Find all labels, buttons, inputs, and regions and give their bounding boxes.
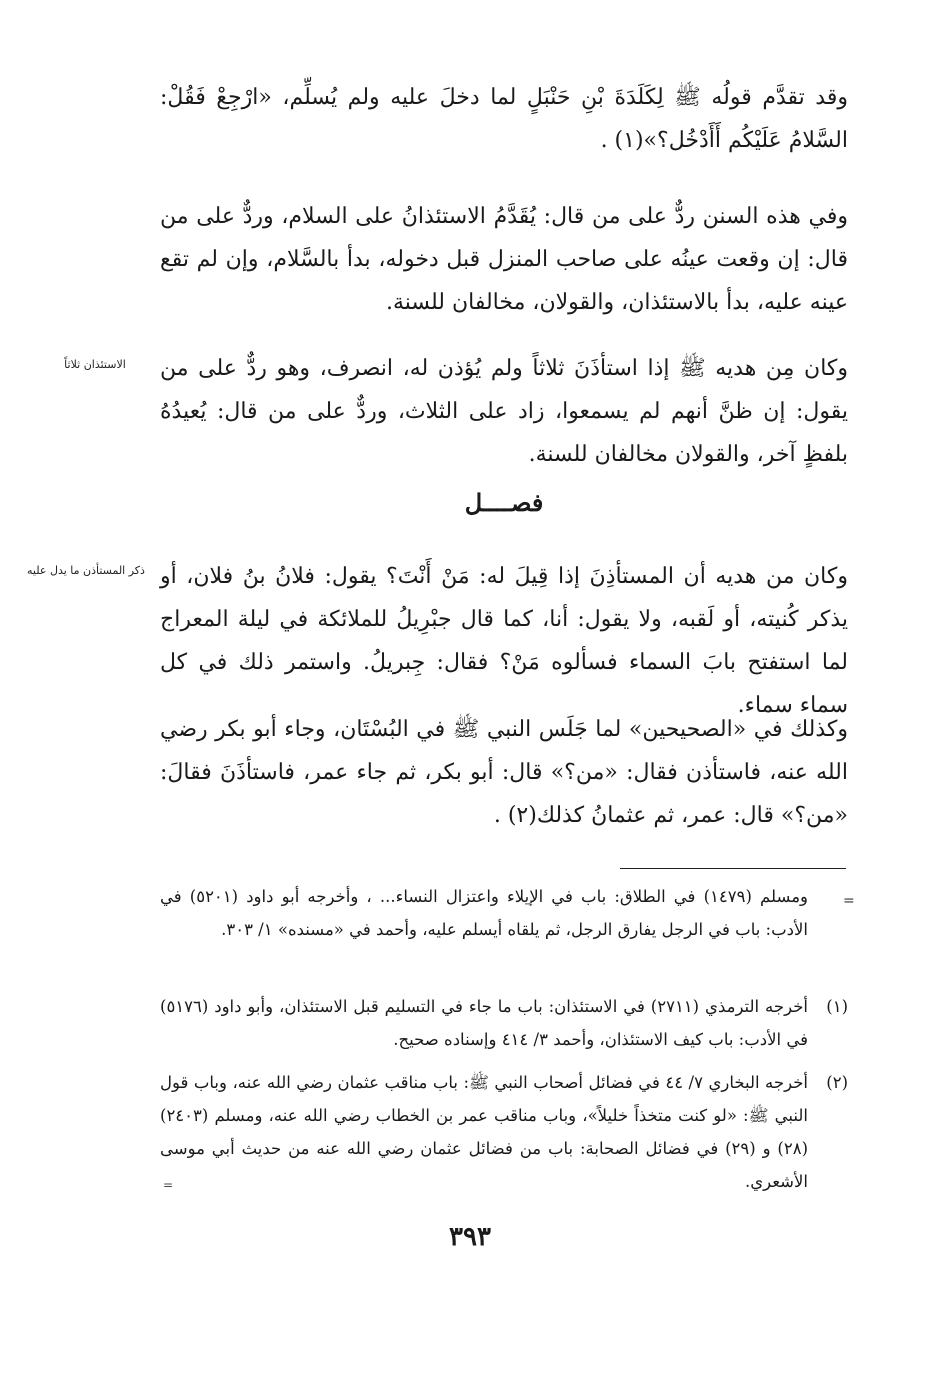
paragraph-3: وكان مِن هديه ﷺ إذا استأذَنَ ثلاثاً ولم يُؤذن له، انصرف، وهو ردٌّ على من يقول: إن ظنَّ أنهم لم يسمعوا، زاد على الثلاث، وردٌّ على من قال: يُعيدُهُ بلفظٍ آخر، والقولان مخالفان للسنة.	[160, 356, 848, 467]
footnote-2	[160, 1066, 848, 1198]
margin-note-istidhan: الاستئذان ثلاثاً	[64, 358, 126, 371]
footnote-number: (٢)	[826, 1073, 848, 1092]
footnote-text: أخرجه الترمذي (٢٧١١) في الاستئذان: باب ما جاء في التسليم قبل الاستئذان، وأبو داود (٥١٧٦) في الأدب: باب كيف الاستئذان، وأحمد ٣/ ٤١٤ وإسناده صحيح.	[160, 997, 808, 1049]
footnote-number-blank	[808, 880, 848, 946]
page-number: ٣٩٣	[449, 1222, 491, 1252]
paragraph-5: وكذلك في «الصحيحين» لما جَلَس النبي ﷺ في البُسْتَان، وجاء أبو بكر رضي الله عنه، فاستأذن فقال: «من؟» قال: أبو بكر، ثم جاء عمر، فاستأذَنَ فقالَ: «من؟» قال: عمر، ثم عثمانُ كذلك(٢) .	[160, 717, 848, 828]
margin-note-mustadhin: ذكر المستأذن ما يدل عليه	[27, 564, 145, 577]
footnote-1	[160, 990, 848, 1056]
footnote-continuation	[160, 880, 848, 946]
paragraph-4: وكان من هديه أن المستأذِنَ إذا قِيلَ له: مَنْ أَنْتَ؟ يقول: فلانُ بنُ فلان، أو يذكر كُنيته، أو لَقبه، ولا يقول: أنا، كما قال جبْرِيلُ للملائكة في ليلة المعراج لما استفتح بابَ السماء فسألوه مَنْ؟ فقال: جِبريلُ. واستمر ذلك في كل سماء سماء.	[160, 564, 848, 718]
footnote-number: (١)	[826, 997, 848, 1016]
footnote-side-mark: =	[163, 1178, 174, 1192]
section-heading: فصــــل	[464, 488, 544, 517]
paragraph-2: وفي هذه السنن ردٌّ على من قال: يُقَدَّمُ الاستئذانُ على السلام، وردٌّ على من قال: إن وقعت عينُه على صاحب المنزل قبل دخوله، بدأ بالسَّلام، وإن لم تقع عينه عليه، بدأ بالاستئذان، والقولان، مخالفان للسنة.	[160, 204, 848, 315]
footnote-text: أخرجه البخاري ٧/ ٤٤ في فضائل أصحاب النبي ﷺ: باب مناقب عثمان رضي الله عنه، وباب قول النبي ﷺ: «لو كنت متخذاً خليلاً»، وباب مناقب عمر بن الخطاب رضي الله عنه، ومسلم (٢٤٠٣) (٢٨) و (٢٩) في فضائل الصحابة: باب من فضائل عثمان رضي الله عنه من حديث أبي موسى الأشعري.	[160, 1073, 809, 1191]
paragraph-1: وقد تقدَّم قولُه ﷺ لِكَلَدَةَ بْنِ حَنْبَلٍ لما دخلَ عليه ولم يُسلِّم، «ارْجِعْ فَقُلْ: السَّلامُ عَلَيْكُم أَأَدْخُل؟»(١) .	[160, 85, 848, 153]
footnote-continuation-mark: =	[843, 893, 855, 909]
footnote-separator	[620, 868, 846, 869]
footnote-text: ومسلم (١٤٧٩) في الطلاق: باب في الإيلاء واعتزال النساء... ، وأخرجه أبو داود (٥٢٠١) في الأدب: باب في الرجل يفارق الرجل، ثم يلقاه أيسلم عليه، وأحمد في «مسنده» ١/ ٣٠٣.	[160, 887, 808, 939]
